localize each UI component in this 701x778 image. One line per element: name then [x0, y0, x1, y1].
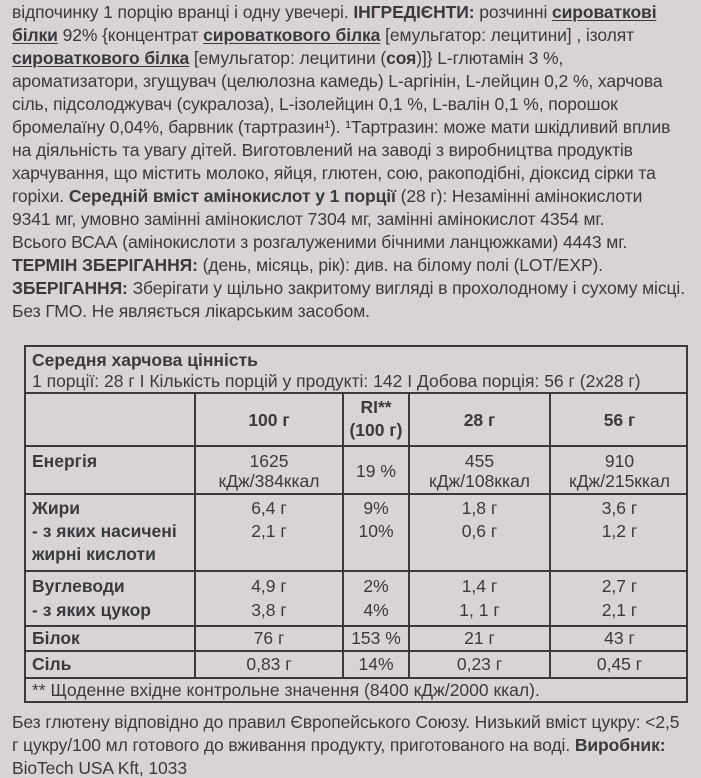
row-label-saturated: - з яких насичені — [32, 521, 177, 541]
carbs-28g: 1,4 г — [461, 576, 498, 596]
intro-line-12: ТЕРМІН ЗБЕРІГАННЯ: (день, місяць, рік): див. на білому полі (LOT/EXP). — [12, 255, 604, 275]
row-label-energy: Енергія — [32, 451, 98, 471]
intro-line-5: сіль, підсолоджувач (сукралоза), L-ізолейцин 0,1 %, L-валін 0,1 %, порошок — [12, 94, 618, 114]
protein-100g: 76 г — [253, 628, 285, 648]
nutrition-table — [24, 345, 688, 703]
intro-line-1: відпочинку 1 порцію вранці і одну увечері. ІНГРЕДІЄНТИ: розчинні сироваткові — [12, 2, 657, 22]
table-rule — [26, 677, 686, 679]
table-rule — [26, 445, 686, 447]
header-ri-sub: (100 г) — [349, 420, 403, 440]
intro-line-9: горіхи. Середній вміст амінокислот у 1 порції (28 г): Незамінні амінокислоти — [12, 186, 643, 206]
salt-100g: 0,83 г — [246, 654, 292, 674]
sat-100g: 2,1 г — [251, 521, 287, 541]
intro-line-7: на діяльність та увагу дітей. Виготовлений на заводі з виробництва продуктів — [12, 140, 633, 160]
row-label-carbs: Вуглеводи — [32, 576, 125, 596]
fat-56g: 3,6 г — [601, 498, 638, 518]
intro-line-8: харчування, що містить молоко, яйця, глютен, сою, ракоподібні, діоксид сірки та — [12, 163, 656, 183]
salt-56g: 0,45 г — [596, 654, 643, 674]
intro-line-11: Всього ВСАА (амінокислоти з розгалуженими бічними ланцюжками) 4443 мг. — [12, 232, 628, 252]
row-label-protein: Білок — [32, 628, 80, 648]
footer-line-2: г цукру/100 мл готового до вживання продукту, приготованого на воді. Виробник: — [12, 735, 666, 755]
energy-56g: 910 — [604, 451, 635, 471]
header-ri: RI** — [360, 397, 392, 417]
row-label-fat: Жири — [32, 498, 81, 518]
table-rule — [26, 570, 686, 572]
footer-line-3: BioTech USA Kft, 1033 — [12, 758, 187, 778]
row-label-salt: Сіль — [32, 654, 72, 674]
intro-line-4: ароматизатори, згущувач (целюлозна камедь) L-аргінін, L-лейцин 0,2 %, харчова — [12, 71, 663, 91]
intro-line-6: бромелаїну 0,04%, барвник (тартразин¹). ¹Тартразин: може мати шкідливий вплив — [12, 117, 671, 137]
table-rule — [26, 392, 686, 394]
sugar-56g: 2,1 г — [601, 600, 638, 620]
sat-56g: 1,2 г — [601, 521, 638, 541]
salt-ri: 14% — [358, 654, 394, 674]
carbs-56g: 2,7 г — [601, 576, 638, 596]
protein-56g: 43 г — [604, 628, 635, 648]
table-rule — [26, 493, 686, 495]
sugar-28g: 1, 1 г — [459, 600, 500, 620]
energy-ri: 19 % — [356, 461, 396, 481]
energy-28g: 455 — [464, 451, 495, 471]
carbs-ri: 2% — [363, 576, 389, 596]
serving-info: 1 порції: 28 г І Кількість порцій у продукті: 142 І Добова порція: 56 г (2х28 г) — [32, 371, 641, 391]
row-label-saturated-2: жирні кислоти — [32, 544, 156, 564]
sat-ri: 10% — [358, 521, 394, 541]
header-56g: 56 г — [603, 410, 636, 430]
header-100g: 100 г — [248, 410, 290, 430]
header-28g: 28 г — [463, 410, 496, 430]
intro-line-14: Без ГМО. Не являється лікарським засобом. — [12, 301, 370, 321]
protein-ri: 153 % — [351, 628, 401, 648]
energy-100g: 1625 — [249, 451, 289, 471]
table-footnote: ** Щоденне вхідне контрольне значення (8400 кДж/2000 ккал). — [32, 680, 540, 700]
carbs-100g: 4,9 г — [251, 576, 287, 596]
table-rule — [26, 650, 686, 652]
energy-100g-unit: кДж/384ккал — [218, 471, 320, 491]
fat-28g: 1,8 г — [461, 498, 498, 518]
energy-28g-unit: кДж/108ккал — [429, 471, 530, 491]
salt-28g: 0,23 г — [456, 654, 503, 674]
sat-28g: 0,6 г — [461, 521, 498, 541]
intro-line-3: сироваткового білка [емульгатор: лецитини (соя)]} L-глютамін 3 %, — [12, 48, 564, 68]
sugar-ri: 4% — [363, 600, 389, 620]
sugar-100g: 3,8 г — [251, 600, 287, 620]
table-rule — [26, 625, 686, 627]
intro-line-10: 9341 мг, умовно замінні амінокислот 7304 мг, замінні амінокислот 4354 мг. — [12, 209, 605, 229]
energy-56g-unit: кДж/215ккал — [569, 471, 670, 491]
intro-line-2: білки 92% {концентрат сироваткового білка [емульгатор: лецитини] , ізолят — [12, 25, 635, 45]
intro-line-13: ЗБЕРІГАННЯ: Зберігати у щільно закритому вигляді в прохолодному і сухому місці. — [12, 278, 685, 298]
protein-28g: 21 г — [464, 628, 495, 648]
row-label-sugar: - з яких цукор — [32, 600, 151, 620]
table-title: Середня харчова цінність — [32, 350, 258, 370]
fat-ri: 9% — [363, 498, 389, 518]
footer-line-1: Без глютену відповідно до правил Європейського Союзу. Низький вміст цукру: <2,5 — [12, 712, 680, 732]
fat-100g: 6,4 г — [251, 498, 287, 518]
